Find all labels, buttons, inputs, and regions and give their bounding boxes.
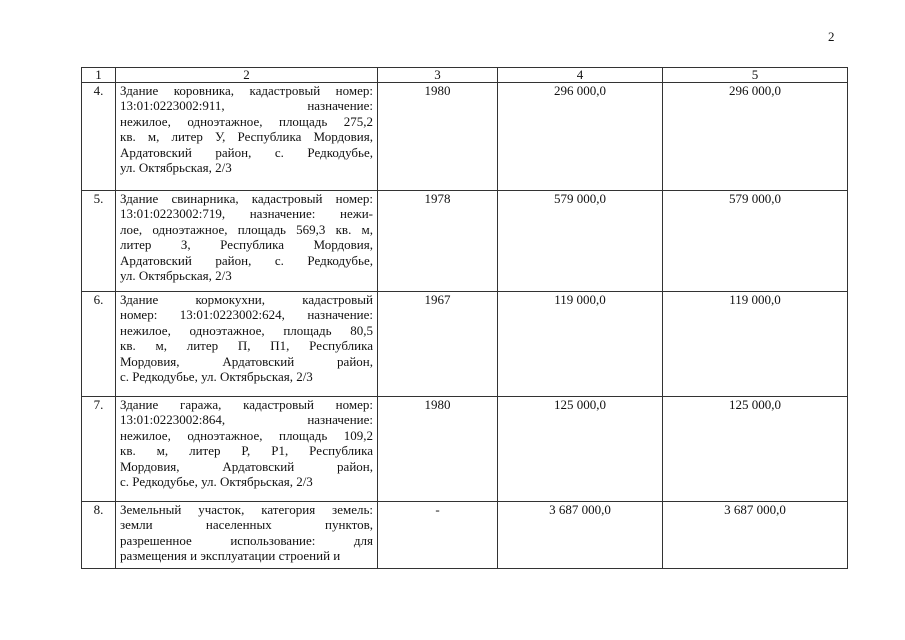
row-value-2: 125 000,0 [663, 397, 848, 502]
row-value-1: 125 000,0 [498, 397, 663, 502]
description-line: Здание свинарника, кадастровый номер: [120, 191, 373, 206]
description-line: 13:01:0223002:911, назначение: [120, 98, 373, 114]
header-cell-3: 3 [378, 68, 498, 83]
description-line: литер З, Республика Мордовия, [120, 237, 373, 253]
description-line: лое, одноэтажное, площадь 569,3 кв. м, [120, 221, 373, 237]
row-value-2: 3 687 000,0 [663, 502, 848, 569]
description-line: нежилое, одноэтажное, площадь 109,2 [120, 427, 373, 443]
header-cell-4: 4 [498, 68, 663, 83]
row-number: 8. [82, 502, 116, 569]
description-line: с. Редкодубье, ул. Октябрьская, 2/3 [120, 474, 313, 490]
description-line: Земельный участок, категория земель: [120, 502, 373, 517]
row-description [116, 502, 378, 569]
row-value-2: 296 000,0 [663, 83, 848, 191]
table-row [82, 292, 848, 397]
table-row [82, 502, 848, 569]
description-line: Здание гаража, кадастровый номер: [120, 397, 373, 412]
description-line: Ардатовский район, с. Редкодубье, [120, 252, 373, 268]
row-year: 1978 [378, 191, 498, 292]
row-number: 5. [82, 191, 116, 292]
description-line: кв. м, литер Р, Р1, Республика [120, 443, 373, 459]
description-line: кв. м, литер У, Республика Мордовия, [120, 129, 373, 145]
row-number: 6. [82, 292, 116, 397]
table-row [82, 397, 848, 502]
row-value-1: 296 000,0 [498, 83, 663, 191]
description-line: кв. м, литер П, П1, Республика [120, 338, 373, 354]
description-line: 13:01:0223002:719, назначение: нежи- [120, 206, 373, 222]
row-year: 1980 [378, 83, 498, 191]
description-line: номер: 13:01:0223002:624, назначение: [120, 307, 373, 323]
header-cell-5: 5 [663, 68, 848, 83]
description-line: с. Редкодубье, ул. Октябрьская, 2/3 [120, 369, 313, 385]
description-line: размещения и эксплуатации строений и [120, 548, 341, 564]
row-description [116, 397, 378, 502]
page-number: 2 [828, 29, 835, 44]
description-line: Здание коровника, кадастровый номер: [120, 83, 373, 98]
property-table [81, 67, 848, 569]
row-value-2: 119 000,0 [663, 292, 848, 397]
description-line: 13:01:0223002:864, назначение: [120, 412, 373, 428]
row-number: 4. [82, 83, 116, 191]
description-line: ул. Октябрьская, 2/3 [120, 268, 232, 284]
description-line: Мордовия, Ардатовский район, [120, 458, 373, 474]
row-number: 7. [82, 397, 116, 502]
row-value-1: 3 687 000,0 [498, 502, 663, 569]
description-line: разрешенное использование: для [120, 532, 373, 548]
description-line: Ардатовский район, с. Редкодубье, [120, 144, 373, 160]
row-value-2: 579 000,0 [663, 191, 848, 292]
row-description [116, 191, 378, 292]
description-line: нежилое, одноэтажное, площадь 80,5 [120, 322, 373, 338]
row-year: 1980 [378, 397, 498, 502]
table-row [82, 83, 848, 191]
description-line: Здание кормокухни, кадастровый [120, 292, 373, 307]
description-line: земли населенных пунктов, [120, 517, 373, 533]
row-year: 1967 [378, 292, 498, 397]
row-value-1: 119 000,0 [498, 292, 663, 397]
row-value-1: 579 000,0 [498, 191, 663, 292]
header-cell-2: 2 [116, 68, 378, 83]
header-cell-1: 1 [82, 68, 116, 83]
description-line: ул. Октябрьская, 2/3 [120, 160, 232, 176]
table-body [82, 83, 848, 569]
row-year: - [378, 502, 498, 569]
table-row [82, 191, 848, 292]
description-line: нежилое, одноэтажное, площадь 275,2 [120, 113, 373, 129]
row-description [116, 83, 378, 191]
header-row [82, 68, 848, 83]
table-header [82, 68, 848, 83]
row-description [116, 292, 378, 397]
description-line: Мордовия, Ардатовский район, [120, 353, 373, 369]
